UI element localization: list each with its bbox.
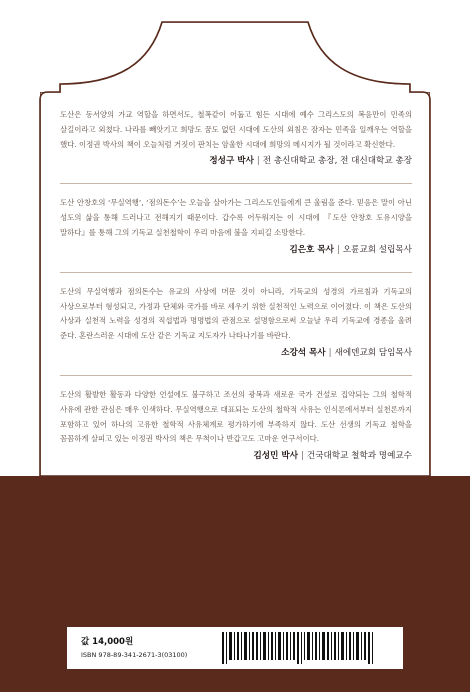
endorsement-signature — [60, 450, 412, 462]
endorser-name: 소강석 목사 — [281, 347, 326, 358]
divider — [60, 272, 412, 273]
endorsement-3 — [60, 285, 412, 359]
endorsement-list — [60, 108, 412, 478]
endorsement-signature — [60, 347, 412, 359]
endorsement-1 — [60, 108, 412, 167]
separator: | — [301, 451, 304, 462]
endorsement-text: 도산의 활발한 활동과 다양한 언설에도 불구하고 조선의 광복과 새로운 국가 건설로 집약되는 그의 철학적 사유에 관한 관심은 매우 인색하다. 무실역행으로 대표되는 도산의 철학적 사유는 인식론에서부터 실천론까지 포함하고 있어 하나의 고유한 철학적 사유체계로 평가하기에 부족하지 않다. 도산 선생의 기독교 철학을 꼼꼼하게 살피고 있는 이정권 박사의 책은 무척이나 반갑고도 고마운 연구서이다. — [60, 389, 412, 444]
endorsement-2 — [60, 196, 412, 255]
separator: | — [336, 244, 340, 255]
endorser-name: 김성민 박사 — [253, 451, 298, 462]
endorser-title: 새에덴교회 담임목사 — [334, 347, 412, 358]
endorser-title: 전 총신대학교 총장, 전 대신대학교 총장 — [262, 156, 412, 167]
barcode-box — [67, 627, 403, 669]
endorsement-signature — [60, 244, 412, 256]
divider — [60, 183, 412, 184]
separator: | — [328, 347, 332, 358]
divider — [60, 375, 412, 376]
endorsement-text: 도산 안창호의 ‘무실역행’, ‘점의돈수’는 오늘을 살아가는 그리스도인들에게 큰 울림을 준다. 믿음은 말이 아닌 성도의 삶을 통해 드러나고 전해지기 때문이다. 갑수록 어두워지는 이 시대에 『도산 안창호 도유시양을 말하다』를 통해 그의 기독교 실천철학이 우리 마음에 불을 지피길 소망한다. — [60, 198, 412, 237]
endorser-title: 건국대학교 철학과 명예교수 — [306, 451, 412, 462]
isbn-label: ISBN 978-89-341-2671-3(03100) — [81, 651, 188, 659]
endorsement-4 — [60, 388, 412, 462]
price-label: 값 14,000원 — [81, 637, 134, 647]
endorser-name: 정성구 박사 — [209, 156, 254, 167]
endorsement-text: 도산은 동서양의 가교 역할을 하면서도, 철폭같이 어둡고 힘든 시대에 예수 그리스도의 복음만이 민족의 살길이라고 외쳤다. 나라를 빼앗기고 희망도 꿈도 없던 시대에 도산의 외침은 잠자는 민족을 일깨우는 역할을 했다. 이정권 박사의 책이 오늘처럼 거짓이 판치는 암울한 시대에 희망의 메시지가 될 것이라고 확신한다. — [60, 110, 412, 149]
endorsement-text: 도산의 무실역행과 점의돈수는 유교의 사상에 머문 것이 아니라, 기독교의 성경의 가르침과 기독교의 사상으로부터 형성되고, 가정과 단체와 국가를 바로 세우기 위한 실천적인 노력으로 이어졌다. 이 책은 도산의 사상과 실천적 노력을 성경의 직섭법과 명명법의 관점으로 설명함으로써 오늘날 우리 기독교에 경종을 울려 준다. 혼란스러운 시대에 도산 같은 기독교 지도자가 나타나기를 바란다. — [60, 286, 412, 341]
endorser-title: 오륜교회 설립목사 — [342, 244, 412, 255]
endorser-name: 김은호 목사 — [289, 244, 334, 255]
separator: | — [256, 156, 260, 167]
endorsement-signature — [60, 155, 412, 167]
barcode-image — [222, 632, 392, 664]
